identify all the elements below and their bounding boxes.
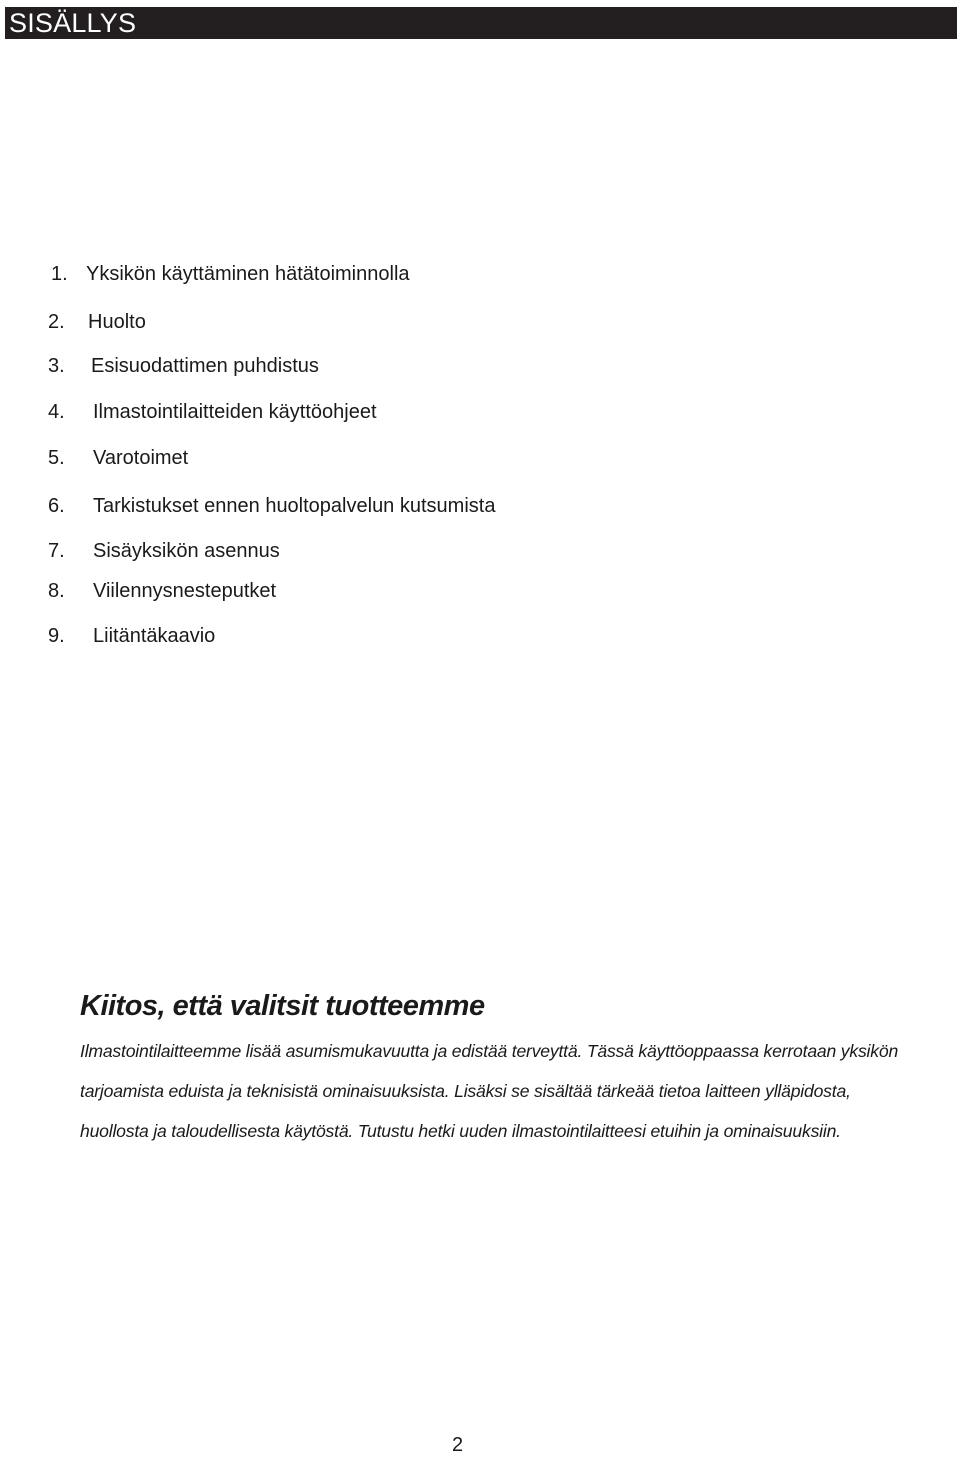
toc-item-label: Sisäyksikön asennus: [93, 540, 280, 562]
intro-line-3: huollosta ja taloudellisesta käytöstä. Tutustu hetki uuden ilmastointilaitteesi etuihin ja ominaisuuksiin.: [80, 1121, 841, 1141]
toc-item-label: Varotoimet: [93, 447, 189, 469]
intro-line-1: Ilmastointilaitteemme lisää asumismukavuutta ja edistää terveyttä. Tässä käyttöoppaassa kerrotaan yksikön: [80, 1041, 899, 1061]
toc-item-number: 5.: [48, 447, 65, 469]
toc-item-label: Liitäntäkaavio: [93, 625, 216, 647]
intro-paragraph: [80, 1031, 950, 1151]
toc-item-number: 8.: [48, 580, 65, 602]
section-title: SISÄLLYS: [9, 8, 137, 38]
toc-item-label: Ilmastointilaitteiden käyttöohjeet: [93, 401, 377, 423]
toc-item-number: 7.: [48, 540, 65, 562]
section-header-bar: [5, 7, 957, 39]
toc-item-label: Viilennysnesteputket: [93, 580, 277, 602]
toc-item-label: Tarkistukset ennen huoltopalvelun kutsumista: [93, 495, 496, 517]
toc-item-label: Huolto: [88, 311, 146, 333]
toc-item-label: Yksikön käyttäminen hätätoiminnolla: [86, 263, 410, 285]
toc-item-number: 4.: [48, 401, 65, 423]
toc-item-number: 3.: [48, 355, 65, 377]
intro-line-2: tarjoamista eduista ja teknisistä ominaisuuksista. Lisäksi se sisältää tärkeää tietoa laitteen ylläpidosta,: [80, 1081, 851, 1101]
toc-item-number: 2.: [48, 311, 65, 333]
intro-heading: Kiitos, että valitsit tuotteemme: [80, 990, 485, 1022]
page-number: 2: [452, 1434, 464, 1456]
toc-item-number: 1.: [51, 263, 68, 285]
toc-item-number: 6.: [48, 495, 65, 517]
toc-item-label: Esisuodattimen puhdistus: [91, 355, 319, 377]
toc-item-number: 9.: [48, 625, 65, 647]
